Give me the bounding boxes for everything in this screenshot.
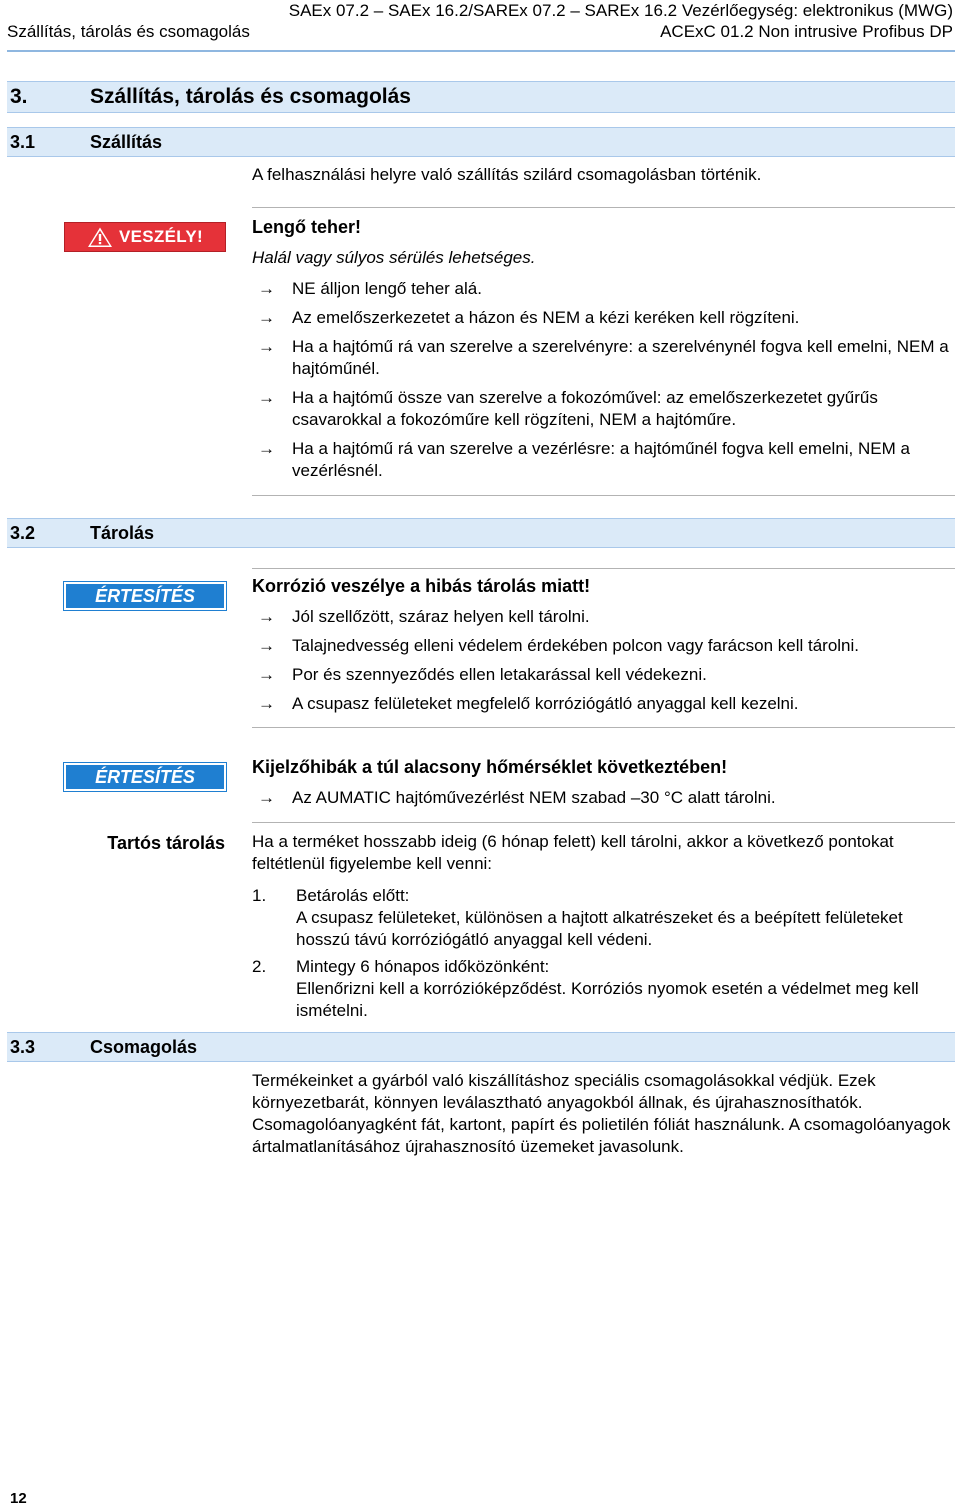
transport-intro: A felhasználási helyre való szállítás szilárd csomagolásban történik. — [252, 165, 762, 184]
long-term-storage-steps — [252, 885, 955, 1027]
notice-2-title: Kijelzőhibák a túl alacsony hőmérséklet következtében! — [252, 757, 728, 777]
arrow-right-icon: → — [258, 439, 275, 458]
notice-2-instructions — [258, 787, 955, 816]
notice-2-bottom-rule — [252, 822, 955, 823]
section-number: 3.1 — [10, 132, 36, 152]
list-item: → A csupasz felületeket megfelelő korróziógátló anyaggal kell kezelni. — [258, 694, 799, 713]
notice-1-title: Korrózió veszélye a hibás tárolás miatt! — [252, 576, 591, 596]
section-3-3-heading — [7, 1032, 955, 1062]
section-title: Csomagolás — [90, 1037, 198, 1057]
list-item — [252, 956, 955, 1022]
section-3-heading — [7, 81, 955, 113]
section-3-1-heading — [7, 127, 955, 157]
header-chapter-title: Szállítás, tárolás és csomagolás — [7, 22, 250, 41]
list-item: → Ha a hajtómű össze van szerelve a fokozóművel: az emelőszerkezetet gyűrűs csavarokkal a fokozóműre kell rögzíteni, NEM a hajtóműre. — [258, 388, 878, 429]
list-item — [252, 885, 955, 951]
arrow-right-icon: → — [258, 388, 275, 407]
arrow-right-icon: → — [258, 636, 275, 655]
list-item: → Ha a hajtómű rá van szerelve a szerelvényre: a szerelvénynél fogva kell emelni, NEM a hajtóműnél. — [258, 337, 949, 378]
section-title: Tárolás — [90, 523, 155, 543]
arrow-right-icon: → — [258, 694, 275, 713]
arrow-right-icon: → — [258, 607, 275, 626]
page-number: 12 — [10, 1490, 27, 1507]
section-number: 3.3 — [10, 1037, 36, 1057]
danger-label: VESZÉLY! — [119, 227, 203, 246]
arrow-right-icon: → — [258, 665, 275, 684]
section-title: Szállítás — [90, 132, 163, 152]
list-item: → Jól szellőzött, száraz helyen kell tárolni. — [258, 607, 590, 626]
notice-badge: ÉRTESÍTÉS — [64, 582, 226, 610]
section-3-2-heading — [7, 518, 955, 548]
warning-triangle-icon — [87, 226, 113, 248]
danger-instructions — [258, 278, 955, 489]
step-title: Betárolás előtt: — [296, 886, 410, 905]
list-item: → Por és szennyeződés ellen letakarással kell védekezni. — [258, 665, 707, 684]
arrow-right-icon: → — [258, 308, 275, 327]
step-number: 2. — [252, 957, 267, 976]
notice-1-top-rule — [252, 568, 955, 569]
arrow-right-icon: → — [258, 337, 275, 356]
list-item: → Ha a hajtómű rá van szerelve a vezérlésre: a hajtóműnél fogva kell emelni, NEM a vezérlésnél. — [258, 439, 910, 480]
danger-bottom-rule — [252, 495, 955, 496]
section-number: 3.2 — [10, 523, 36, 543]
danger-top-rule — [252, 207, 955, 208]
notice-1-bottom-rule — [252, 727, 955, 728]
packaging-text: Termékeinket a gyárból való kiszállításhoz speciális csomagolásokkal védjük. Ezek környezetbarát, könnyen leválasztható anyagokból állnak, és újrahasznosíthatók. Csomagolóanyagként fát, kartont, papírt és polietilén fóliát használunk. A csomagolóanyagok ártalmatlanításához újrahasznosító üzemeket javasolunk. — [252, 1071, 951, 1156]
section-number: 3. — [10, 85, 28, 108]
section-title: Szállítás, tárolás és csomagolás — [90, 85, 411, 108]
header-document-title: SAEx 07.2 – SAEx 16.2/SAREx 07.2 – SAREx 16.2 Vezérlőegység: elektronikus (MWG) — [288, 1, 953, 20]
long-term-storage-text: Ha a terméket hosszabb ideig (6 hónap felett) kell tárolni, akkor a következő pontokat feltétlenül figyelembe kell venni: — [252, 832, 894, 873]
list-item: → Talajnedvesség elleni védelem érdekében polcon vagy farácson kell tárolni. — [258, 636, 860, 655]
list-item: → NE álljon lengő teher alá. — [258, 279, 482, 298]
notice-1-instructions — [258, 606, 955, 722]
notice-badge: ÉRTESÍTÉS — [64, 763, 226, 791]
list-item: → Az emelőszerkezetet a házon és NEM a kézi keréken kell rögzíteni. — [258, 308, 800, 327]
danger-subtitle: Halál vagy súlyos sérülés lehetséges. — [252, 248, 536, 267]
danger-badge — [64, 222, 226, 252]
header-divider — [7, 50, 955, 52]
arrow-right-icon: → — [258, 788, 275, 807]
arrow-right-icon: → — [258, 279, 275, 298]
list-item: → Az AUMATIC hajtóművezérlést NEM szabad –30 °C alatt tárolni. — [258, 788, 776, 807]
step-text: A csupasz felületeket, különösen a hajtott alkatrészeket és a beépített felületeket hosszú távú korróziógátló anyaggal kell védeni. — [296, 908, 903, 949]
step-title: Mintegy 6 hónapos időközönként: — [296, 957, 550, 976]
danger-title: Lengő teher! — [252, 217, 362, 237]
step-number: 1. — [252, 886, 267, 905]
long-term-storage-label: Tartós tárolás — [107, 833, 225, 853]
step-text: Ellenőrizni kell a korrózióképződést. Korróziós nyomok esetén a védelmet meg kell ismételni. — [296, 979, 919, 1020]
header-product-variant: ACExC 01.2 Non intrusive Profibus DP — [660, 22, 953, 41]
